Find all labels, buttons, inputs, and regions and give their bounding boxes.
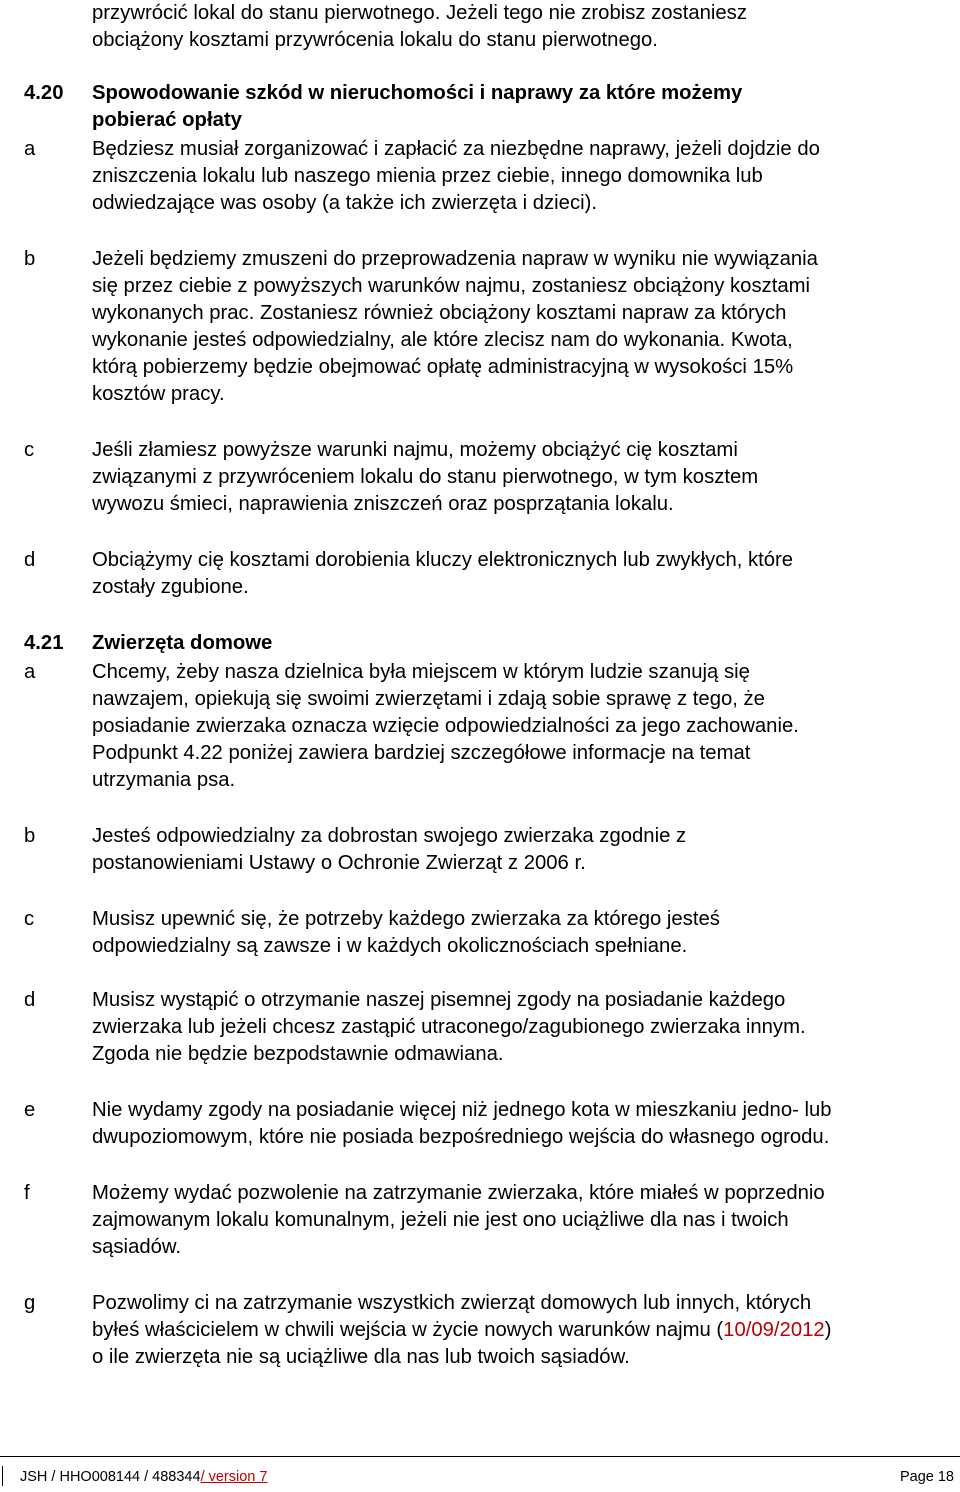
paragraph-line: Będziesz musiał zorganizować i zapłacić za niezbędne naprawy, jeżeli dojdzie do [92,138,820,160]
paragraph-line: kosztów pracy. [92,383,225,405]
paragraph-line: związanymi z przywróceniem lokalu do stanu pierwotnego, w tym kosztem [92,466,759,488]
section-title: Spowodowanie szkód w nieruchomości i naprawy za które możemy [92,82,743,104]
paragraph-line: Pozwolimy ci na zatrzymanie wszystkich zwierząt domowych lub innych, których [92,1292,812,1314]
item-marker: f [24,1182,30,1204]
paragraph-line: Jesteś odpowiedzialny za dobrostan swojego zwierzaka zgodnie z [92,825,687,847]
paragraph-line [92,1317,831,1344]
paragraph-line: nawzajem, opiekują się swoimi zwierzętami i zdają sobie sprawę z tego, że [92,688,765,710]
paragraph-line: przywrócić lokal do stanu pierwotnego. Jeżeli tego nie zrobisz zostaniesz [92,2,747,24]
item-marker: d [24,549,36,571]
paragraph-line: Musisz upewnić się, że potrzeby każdego zwierzaka za którego jesteś [92,908,720,930]
item-marker: c [24,908,35,930]
paragraph-line: Podpunkt 4.22 poniżej zawiera bardziej szczegółowe informacje na temat [92,742,751,764]
section-number: 4.20 [24,82,64,104]
paragraph-line: utrzymania psa. [92,769,236,791]
paragraph-line: posiadanie zwierzaka oznacza wzięcie odpowiedzialności za jego zachowanie. [92,715,799,737]
item-marker: b [24,248,36,270]
paragraph-line: wywozu śmieci, naprawienia zniszczeń oraz posprzątania lokalu. [92,493,674,515]
paragraph-line: wykonanie jesteś odpowiedzialny, ale które zlecisz nam do wykonania. Kwota, [92,329,793,351]
paragraph-line: Jeśli złamiesz powyższe warunki najmu, możemy obciążyć cię kosztami [92,439,738,461]
paragraph-line: dwupoziomowym, które nie posiada bezpośredniego wejścia do własnego ogrodu. [92,1126,830,1148]
paragraph-line: zwierzaka lub jeżeli chcesz zastąpić utraconego/zagubionego zwierzaka innym. [92,1016,806,1038]
section-title: pobierać opłaty [92,109,242,131]
paragraph-line: postanowieniami Ustawy o Ochronie Zwierząt z 2006 r. [92,852,586,874]
paragraph-line: Zgoda nie będzie bezpodstawnie odmawiana. [92,1043,504,1065]
paragraph-line: wykonanych prac. Zostaniesz również obciążony kosztami napraw za których [92,302,787,324]
item-marker: a [24,138,36,160]
revision-bar [2,1466,3,1486]
paragraph-text: byłeś właścicielem w chwili wejścia w życie nowych warunków najmu ( [92,1319,724,1341]
paragraph-line: Chcemy, żeby nasza dzielnica była miejscem w którym ludzie szanują się [92,661,750,683]
item-marker: e [24,1099,36,1121]
footer-divider [0,1456,960,1457]
paragraph-line: Musisz wystąpić o otrzymanie naszej pisemnej zgody na posiadanie każdego [92,989,786,1011]
paragraph-line: zajmowanym lokalu komunalnym, jeżeli nie jest ono uciążliwe dla nas i twoich [92,1209,789,1231]
paragraph-line: odwiedzające was osoby (a także ich zwierzęta i dzieci). [92,192,598,214]
paragraph-line: odpowiedzialny są zawsze i w każdych okolicznościach spełniane. [92,935,688,957]
paragraph-line: Obciążymy cię kosztami dorobienia kluczy elektronicznych lub zwykłych, które [92,549,794,571]
item-marker: a [24,661,36,683]
item-marker: g [24,1292,36,1314]
paragraph-line: Jeżeli będziemy zmuszeni do przeprowadzenia napraw w wyniku nie wywiązania [92,248,818,270]
item-marker: c [24,439,35,461]
page-number: Page 18 [899,1469,954,1485]
paragraph-line: o ile zwierzęta nie są uciążliwe dla nas lub twoich sąsiadów. [92,1346,630,1368]
footer-ref-text: JSH / HHO008144 / 488344 [20,1469,201,1485]
section-title: Zwierzęta domowe [92,632,273,654]
paragraph-line: zniszczenia lokalu lub naszego mienia przez ciebie, innego domownika lub [92,165,763,187]
paragraph-line: Możemy wydać pozwolenie na zatrzymanie zwierzaka, które miałeś w poprzednio [92,1182,825,1204]
item-marker: b [24,825,36,847]
paragraph-line: którą pobierzemy będzie obejmować opłatę administracyjną w wysokości 15% [92,356,794,378]
paragraph-line: Nie wydamy zgody na posiadanie więcej niż jednego kota w mieszkaniu jedno- lub [92,1099,832,1121]
paragraph-text: ) [824,1319,832,1341]
highlighted-date: 10/09/2012 [723,1319,825,1341]
paragraph-line: się przez ciebie z powyższych warunków najmu, zostaniesz obciążony kosztami [92,275,811,297]
footer-version: / version 7 [200,1469,268,1485]
paragraph-line: zostały zgubione. [92,576,249,598]
section-number: 4.21 [24,632,64,654]
paragraph-line: sąsiadów. [92,1236,182,1258]
footer-reference [20,1468,267,1486]
item-marker: d [24,989,36,1011]
paragraph-line: obciążony kosztami przywrócenia lokalu do stanu pierwotnego. [92,29,658,51]
